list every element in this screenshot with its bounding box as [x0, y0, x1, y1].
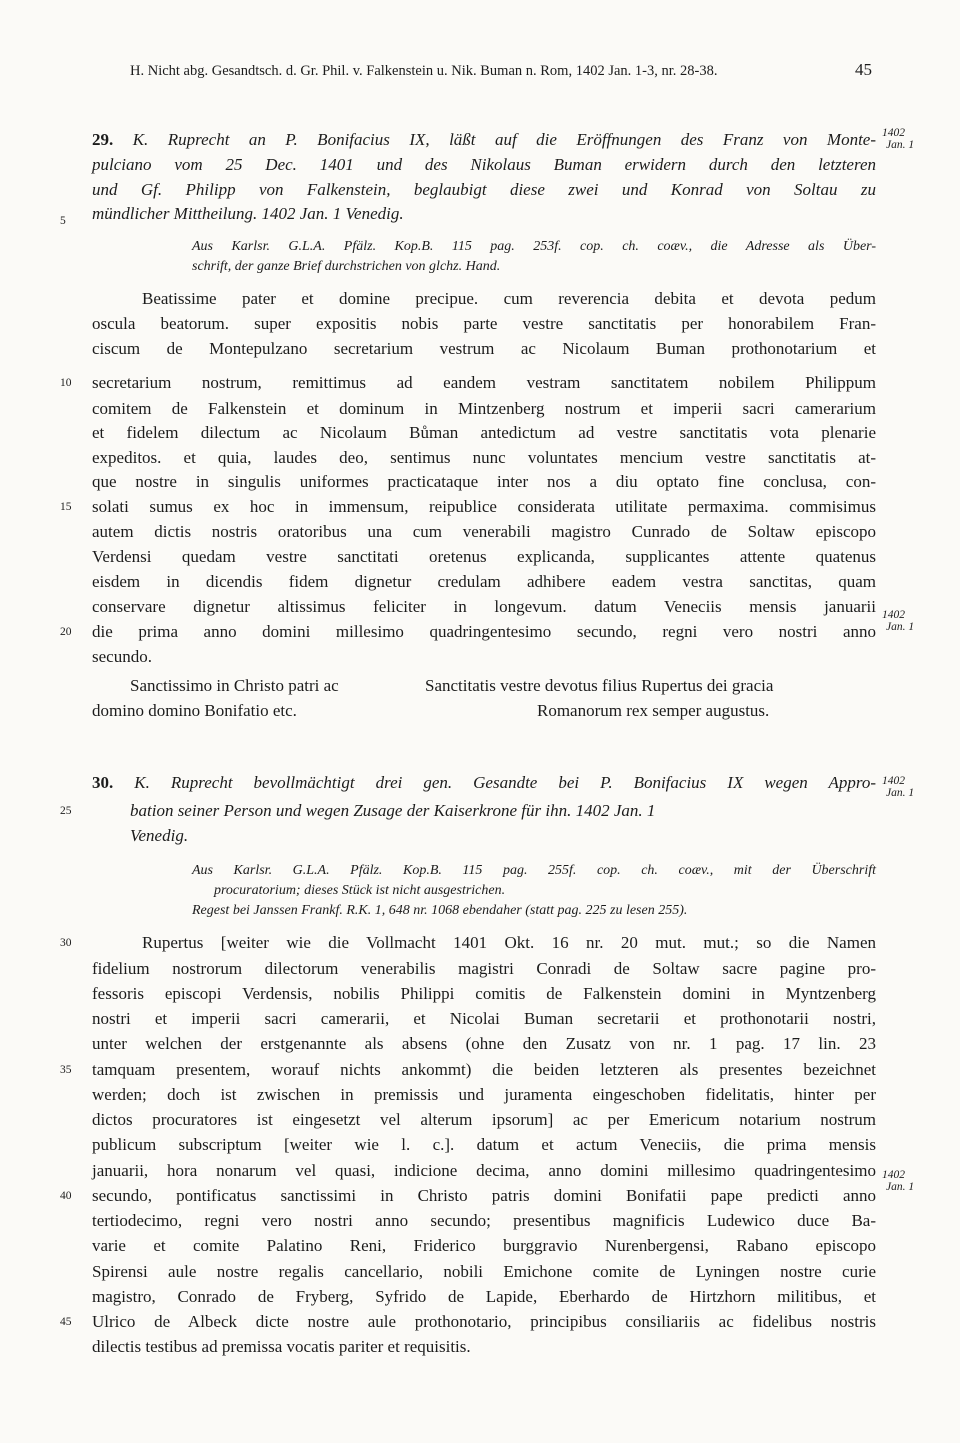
doc30-text-line: unter welchen der erstgenannte als absens (ohne den Zusatz von nr. 1 pag. 17 lin. 23 — [92, 1034, 876, 1053]
doc29-text-line: die prima anno domini millesimo quadringentesimo secundo, regni vero nostri anno — [92, 622, 876, 641]
line-number: 40 — [60, 1190, 72, 1202]
line-number: 5 — [60, 215, 66, 227]
doc30-text-line: tertiodecimo, regni vero nostri anno secundo; presentibus magnificis Ludewico duce Ba- — [92, 1211, 876, 1230]
doc30-source-line: procuratorium; dieses Stück ist nicht ausgestrichen. — [214, 883, 506, 898]
doc30-text-line: fessoris episcopi Verdensis, nobilis Philippi comitis de Falkenstein domini in Myntzenberg — [92, 984, 876, 1003]
doc29-text-line: conservare dignetur altissimus feliciter in longevum. datum Veneciis mensis januarii — [92, 597, 876, 616]
doc29-address-right: Romanorum rex semper augustus. — [537, 701, 770, 720]
doc29-text-line: et fidelem dilectum ac Nicolaum Bůman antedictum ad vestre sanctitatis vota plenarie — [92, 423, 876, 442]
line-number: 10 — [60, 377, 72, 389]
doc29-text-line: comitem de Falkenstein et dominum in Mintzenberg nostrum et imperii sacri camerarium — [92, 399, 876, 418]
doc30-text-line: januarii, hora nonarum vel quasi, indicione decima, anno domini millesimo quadringentesimo — [92, 1161, 876, 1180]
doc30-text-line: secundo, pontificatus sanctissimi in Christo patris domini Bonifatii pape predicti anno — [92, 1186, 876, 1205]
line-number: 15 — [60, 501, 72, 513]
doc29-text-line: oscula beatorum. super expositis nobis parte vestre sanctitatis per honorabilem Fran- — [92, 314, 876, 333]
doc30-text-line: nostri et imperii sacri camerarii, et Nicolai Buman secretarii et prothonotarii nostri, — [92, 1009, 876, 1028]
doc29-heading-line: pulciano vom 25 Dec. 1401 und des Nikolaus Buman erwidern durch den letzteren — [92, 155, 876, 174]
margin-date: 1402 Jan. 1 — [882, 775, 915, 799]
running-title: H. Nicht abg. Gesandtsch. d. Gr. Phil. v. Falkenstein u. Nik. Buman n. Rom, 1402 Jan. 1-3, nr. 28-38. — [130, 63, 718, 79]
doc30-text-line: fidelium nostrorum dilectorum venerabilis magistri Conradi de Soltaw sacre pagine pro- — [92, 959, 876, 978]
doc29-text-line: secundo. — [92, 647, 152, 666]
doc29-text-line: solati sumus ex hoc in immensum, reipublice considerata utilitate permaxima. commisimus — [92, 497, 876, 516]
doc30-text-line: Spirensi aule nostre regalis cancellario, nobili Emichone comite de Lyningen nostre curie — [92, 1262, 876, 1281]
doc30-text-line: dictos procuratores ist eingesetzt vel alterum ipsorum] ac per Emericum notarium nostrum — [92, 1110, 876, 1129]
doc29-text-line: eisdem in dicendis fidem dignetur credulam adhibere eadem vestra sanctitas, quam — [92, 572, 876, 591]
line-number: 45 — [60, 1316, 72, 1328]
doc30-text-line: dilectis testibus ad premissa vocatis pariter et requisitis. — [92, 1337, 471, 1356]
line-number: 20 — [60, 626, 72, 638]
margin-date: 1402 Jan. 1 — [882, 127, 915, 151]
line-number: 35 — [60, 1064, 72, 1076]
doc30-text-line: Rupertus [weiter wie die Vollmacht 1401 Okt. 16 nr. 20 mut. mut.; so die Namen — [142, 933, 876, 952]
doc30-text-line: Ulrico de Albeck dicte nostre aule prothonotario, principibus consiliariis ac fidelibus nostris — [92, 1312, 876, 1331]
doc29-text-line: autem dictis nostris oratoribus una cum venerabili magistro Cunrado de Soltaw episcopo — [92, 522, 876, 541]
doc30-heading-line: Venedig. — [130, 826, 189, 845]
page-number: 45 — [855, 60, 872, 79]
doc29-text-line: que nostre in singulis uniformes practicataque inter nos a diu optato fine conclusa, con- — [92, 472, 876, 491]
doc30-source-line: Aus Karlsr. G.L.A. Pfälz. Kop.B. 115 pag. 255f. cop. ch. coæv., mit der Überschrift — [192, 863, 876, 878]
doc29-source-line: Aus Karlsr. G.L.A. Pfälz. Kop.B. 115 pag. 253f. cop. ch. coæv., die Adresse als Über- — [192, 239, 876, 254]
doc29-heading-line: und Gf. Philipp von Falkenstein, beglaubigt diese zwei und Konrad von Soltau zu — [92, 180, 876, 199]
doc29-number: 29. — [92, 130, 114, 149]
doc30-text-line: tamquam presentem, worauf nichts ankommt) die beiden letzteren als presentes bezeichnet — [92, 1060, 876, 1079]
doc30-text-line: werden; doch ist zwischen in premissis und juramenta eingeschoben fidelitatis, hinter per — [92, 1085, 876, 1104]
doc29-text-line: Beatissime pater et domine precipue. cum reverencia debita et devota pedum — [142, 289, 876, 308]
doc29-heading-line: mündlicher Mittheilung. 1402 Jan. 1 Venedig. — [92, 204, 404, 223]
doc29-text-line: secretarium nostrum, remittimus ad eandem vestram sanctitatem nobilem Philippum — [92, 373, 876, 392]
doc30-text-line: magistro, Conrado de Fryberg, Syfrido de Lapide, Eberhardo de Hirtzhorn militibus, et — [92, 1287, 876, 1306]
doc30-heading-line: bation seiner Person und wegen Zusage der Kaiserkrone für ihn. 1402 Jan. 1 — [130, 801, 656, 820]
doc30-source-line: Regest bei Janssen Frankf. R.K. 1, 648 nr. 1068 ebendaher (statt pag. 225 zu lesen 255). — [192, 903, 688, 918]
doc30-heading-line: 30. K. Ruprecht bevollmächtigt drei gen. Gesandte bei P. Bonifacius IX wegen Appro- — [92, 773, 877, 792]
doc29-address-left: domino domino Bonifatio etc. — [92, 701, 297, 720]
doc29-text-line: expeditos. et quia, laudes deo, sentimus nunc voluntates mencium vestre sanctitatis at- — [92, 448, 876, 467]
doc30-text-line: publicum subscriptum [weiter wie l. c.]. datum et actum Veneciis, die prima mensis — [92, 1135, 876, 1154]
doc29-text-line: Verdensi quedam vestre sanctitati oretenus explicanda, supplicantes attente quatenus — [92, 547, 876, 566]
doc29-heading-line: 29. K. Ruprecht an P. Bonifacius IX, läßt auf die Eröffnungen des Franz von Monte- — [92, 130, 877, 149]
line-number: 25 — [60, 805, 72, 817]
line-number: 30 — [60, 937, 72, 949]
doc29-address-right: Sanctitatis vestre devotus filius Rupertus dei gracia — [425, 676, 774, 695]
doc29-source-line: schrift, der ganze Brief durchstrichen von glchz. Hand. — [192, 259, 501, 274]
doc30-number: 30. — [92, 773, 114, 792]
doc30-text-line: varie et comite Palatino Reni, Friderico burggravio Nurenbergensi, Rabano episcopo — [92, 1236, 876, 1255]
margin-date: 1402 Jan. 1 — [882, 1169, 915, 1193]
doc29-text-line: ciscum de Montepulzano secretarium vestrum ac Nicolaum Buman prothonotarium et — [92, 339, 876, 358]
margin-date: 1402 Jan. 1 — [882, 609, 915, 633]
doc29-address-left: Sanctissimo in Christo patri ac — [130, 676, 339, 695]
